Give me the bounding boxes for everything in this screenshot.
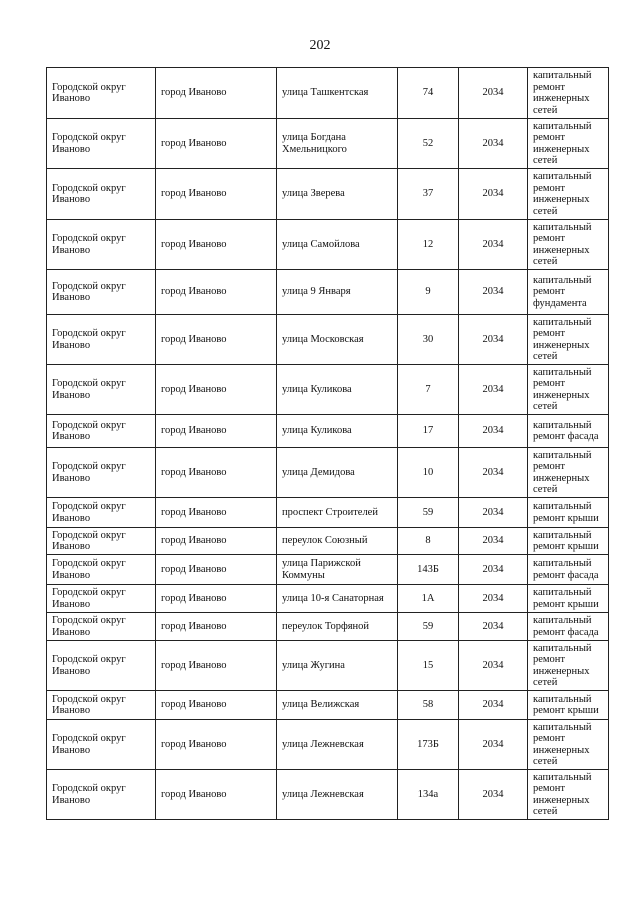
house-number-cell: 134а	[398, 770, 459, 820]
street-cell: переулок Торфяной	[277, 613, 398, 641]
house-number-cell: 52	[398, 119, 459, 169]
year-cell: 2034	[459, 169, 528, 220]
house-number-cell: 59	[398, 498, 459, 528]
work-type-cell: капитальный ремонт инженерных сетей	[528, 720, 609, 770]
house-number-cell: 59	[398, 613, 459, 641]
street-cell: улица Московская	[277, 315, 398, 365]
city-cell: город Иваново	[156, 498, 277, 528]
house-number-cell: 37	[398, 169, 459, 220]
city-cell: город Иваново	[156, 270, 277, 315]
house-number-cell: 17	[398, 415, 459, 448]
work-type-cell: капитальный ремонт крыши	[528, 528, 609, 555]
city-cell: город Иваново	[156, 169, 277, 220]
city-cell: город Иваново	[156, 119, 277, 169]
year-cell: 2034	[459, 415, 528, 448]
table-row	[47, 498, 609, 528]
city-cell: город Иваново	[156, 555, 277, 585]
city-cell: город Иваново	[156, 415, 277, 448]
registry-body	[47, 68, 609, 820]
table-row	[47, 315, 609, 365]
work-type-cell: капитальный ремонт крыши	[528, 691, 609, 720]
street-cell: улица Парижской Коммуны	[277, 555, 398, 585]
house-number-cell: 9	[398, 270, 459, 315]
street-cell: улица Куликова	[277, 415, 398, 448]
work-type-cell: капитальный ремонт инженерных сетей	[528, 315, 609, 365]
table-row	[47, 720, 609, 770]
city-cell: город Иваново	[156, 528, 277, 555]
city-cell: город Иваново	[156, 585, 277, 613]
district-cell: Городской округ Иваново	[47, 498, 156, 528]
year-cell: 2034	[459, 528, 528, 555]
district-cell: Городской округ Иваново	[47, 641, 156, 691]
table-row	[47, 68, 609, 119]
year-cell: 2034	[459, 315, 528, 365]
table-row	[47, 528, 609, 555]
house-number-cell: 143Б	[398, 555, 459, 585]
district-cell: Городской округ Иваново	[47, 770, 156, 820]
page-number: 202	[309, 38, 331, 53]
work-type-cell: капитальный ремонт крыши	[528, 498, 609, 528]
street-cell: улица 10-я Санаторная	[277, 585, 398, 613]
table-row	[47, 220, 609, 270]
street-cell: улица Ташкентская	[277, 68, 398, 119]
house-number-cell: 12	[398, 220, 459, 270]
district-cell: Городской округ Иваново	[47, 220, 156, 270]
street-cell: улица Демидова	[277, 448, 398, 498]
city-cell: город Иваново	[156, 220, 277, 270]
table-row	[47, 448, 609, 498]
year-cell: 2034	[459, 585, 528, 613]
city-cell: город Иваново	[156, 770, 277, 820]
house-number-cell: 7	[398, 365, 459, 415]
work-type-cell: капитальный ремонт инженерных сетей	[528, 448, 609, 498]
work-type-cell: капитальный ремонт инженерных сетей	[528, 119, 609, 169]
district-cell: Городской округ Иваново	[47, 691, 156, 720]
work-type-cell: капитальный ремонт фасада	[528, 613, 609, 641]
district-cell: Городской округ Иваново	[47, 315, 156, 365]
house-number-cell: 10	[398, 448, 459, 498]
year-cell: 2034	[459, 365, 528, 415]
street-cell: улица Велижская	[277, 691, 398, 720]
city-cell: город Иваново	[156, 720, 277, 770]
year-cell: 2034	[459, 720, 528, 770]
district-cell: Городской округ Иваново	[47, 365, 156, 415]
year-cell: 2034	[459, 68, 528, 119]
street-cell: улица 9 Января	[277, 270, 398, 315]
district-cell: Городской округ Иваново	[47, 528, 156, 555]
table-row	[47, 585, 609, 613]
district-cell: Городской округ Иваново	[47, 119, 156, 169]
district-cell: Городской округ Иваново	[47, 415, 156, 448]
street-cell: улица Лежневская	[277, 770, 398, 820]
work-type-cell: капитальный ремонт инженерных сетей	[528, 641, 609, 691]
table-row	[47, 770, 609, 820]
street-cell: улица Самойлова	[277, 220, 398, 270]
house-number-cell: 1А	[398, 585, 459, 613]
city-cell: город Иваново	[156, 365, 277, 415]
year-cell: 2034	[459, 691, 528, 720]
work-type-cell: капитальный ремонт инженерных сетей	[528, 770, 609, 820]
district-cell: Городской округ Иваново	[47, 613, 156, 641]
year-cell: 2034	[459, 119, 528, 169]
table-row	[47, 641, 609, 691]
house-number-cell: 58	[398, 691, 459, 720]
table-row	[47, 365, 609, 415]
district-cell: Городской округ Иваново	[47, 68, 156, 119]
registry-table	[46, 67, 609, 820]
district-cell: Городской округ Иваново	[47, 585, 156, 613]
table-row	[47, 613, 609, 641]
work-type-cell: капитальный ремонт крыши	[528, 585, 609, 613]
year-cell: 2034	[459, 555, 528, 585]
year-cell: 2034	[459, 641, 528, 691]
city-cell: город Иваново	[156, 448, 277, 498]
street-cell: улица Богдана Хмельницкого	[277, 119, 398, 169]
street-cell: проспект Строителей	[277, 498, 398, 528]
work-type-cell: капитальный ремонт фасада	[528, 555, 609, 585]
table-row	[47, 270, 609, 315]
city-cell: город Иваново	[156, 613, 277, 641]
year-cell: 2034	[459, 270, 528, 315]
street-cell: улица Зверева	[277, 169, 398, 220]
district-cell: Городской округ Иваново	[47, 720, 156, 770]
city-cell: город Иваново	[156, 68, 277, 119]
work-type-cell: капитальный ремонт инженерных сетей	[528, 169, 609, 220]
work-type-cell: капитальный ремонт фундамента	[528, 270, 609, 315]
table-row	[47, 555, 609, 585]
table-row	[47, 691, 609, 720]
city-cell: город Иваново	[156, 641, 277, 691]
district-cell: Городской округ Иваново	[47, 169, 156, 220]
year-cell: 2034	[459, 613, 528, 641]
year-cell: 2034	[459, 448, 528, 498]
work-type-cell: капитальный ремонт инженерных сетей	[528, 365, 609, 415]
house-number-cell: 30	[398, 315, 459, 365]
table-row	[47, 415, 609, 448]
house-number-cell: 74	[398, 68, 459, 119]
street-cell: улица Куликова	[277, 365, 398, 415]
house-number-cell: 173Б	[398, 720, 459, 770]
district-cell: Городской округ Иваново	[47, 270, 156, 315]
district-cell: Городской округ Иваново	[47, 448, 156, 498]
city-cell: город Иваново	[156, 691, 277, 720]
work-type-cell: капитальный ремонт инженерных сетей	[528, 68, 609, 119]
work-type-cell: капитальный ремонт инженерных сетей	[528, 220, 609, 270]
year-cell: 2034	[459, 498, 528, 528]
house-number-cell: 8	[398, 528, 459, 555]
house-number-cell: 15	[398, 641, 459, 691]
district-cell: Городской округ Иваново	[47, 555, 156, 585]
city-cell: город Иваново	[156, 315, 277, 365]
year-cell: 2034	[459, 770, 528, 820]
table-row	[47, 119, 609, 169]
table-row	[47, 169, 609, 220]
year-cell: 2034	[459, 220, 528, 270]
street-cell: переулок Союзный	[277, 528, 398, 555]
work-type-cell: капитальный ремонт фасада	[528, 415, 609, 448]
street-cell: улица Лежневская	[277, 720, 398, 770]
street-cell: улица Жугина	[277, 641, 398, 691]
